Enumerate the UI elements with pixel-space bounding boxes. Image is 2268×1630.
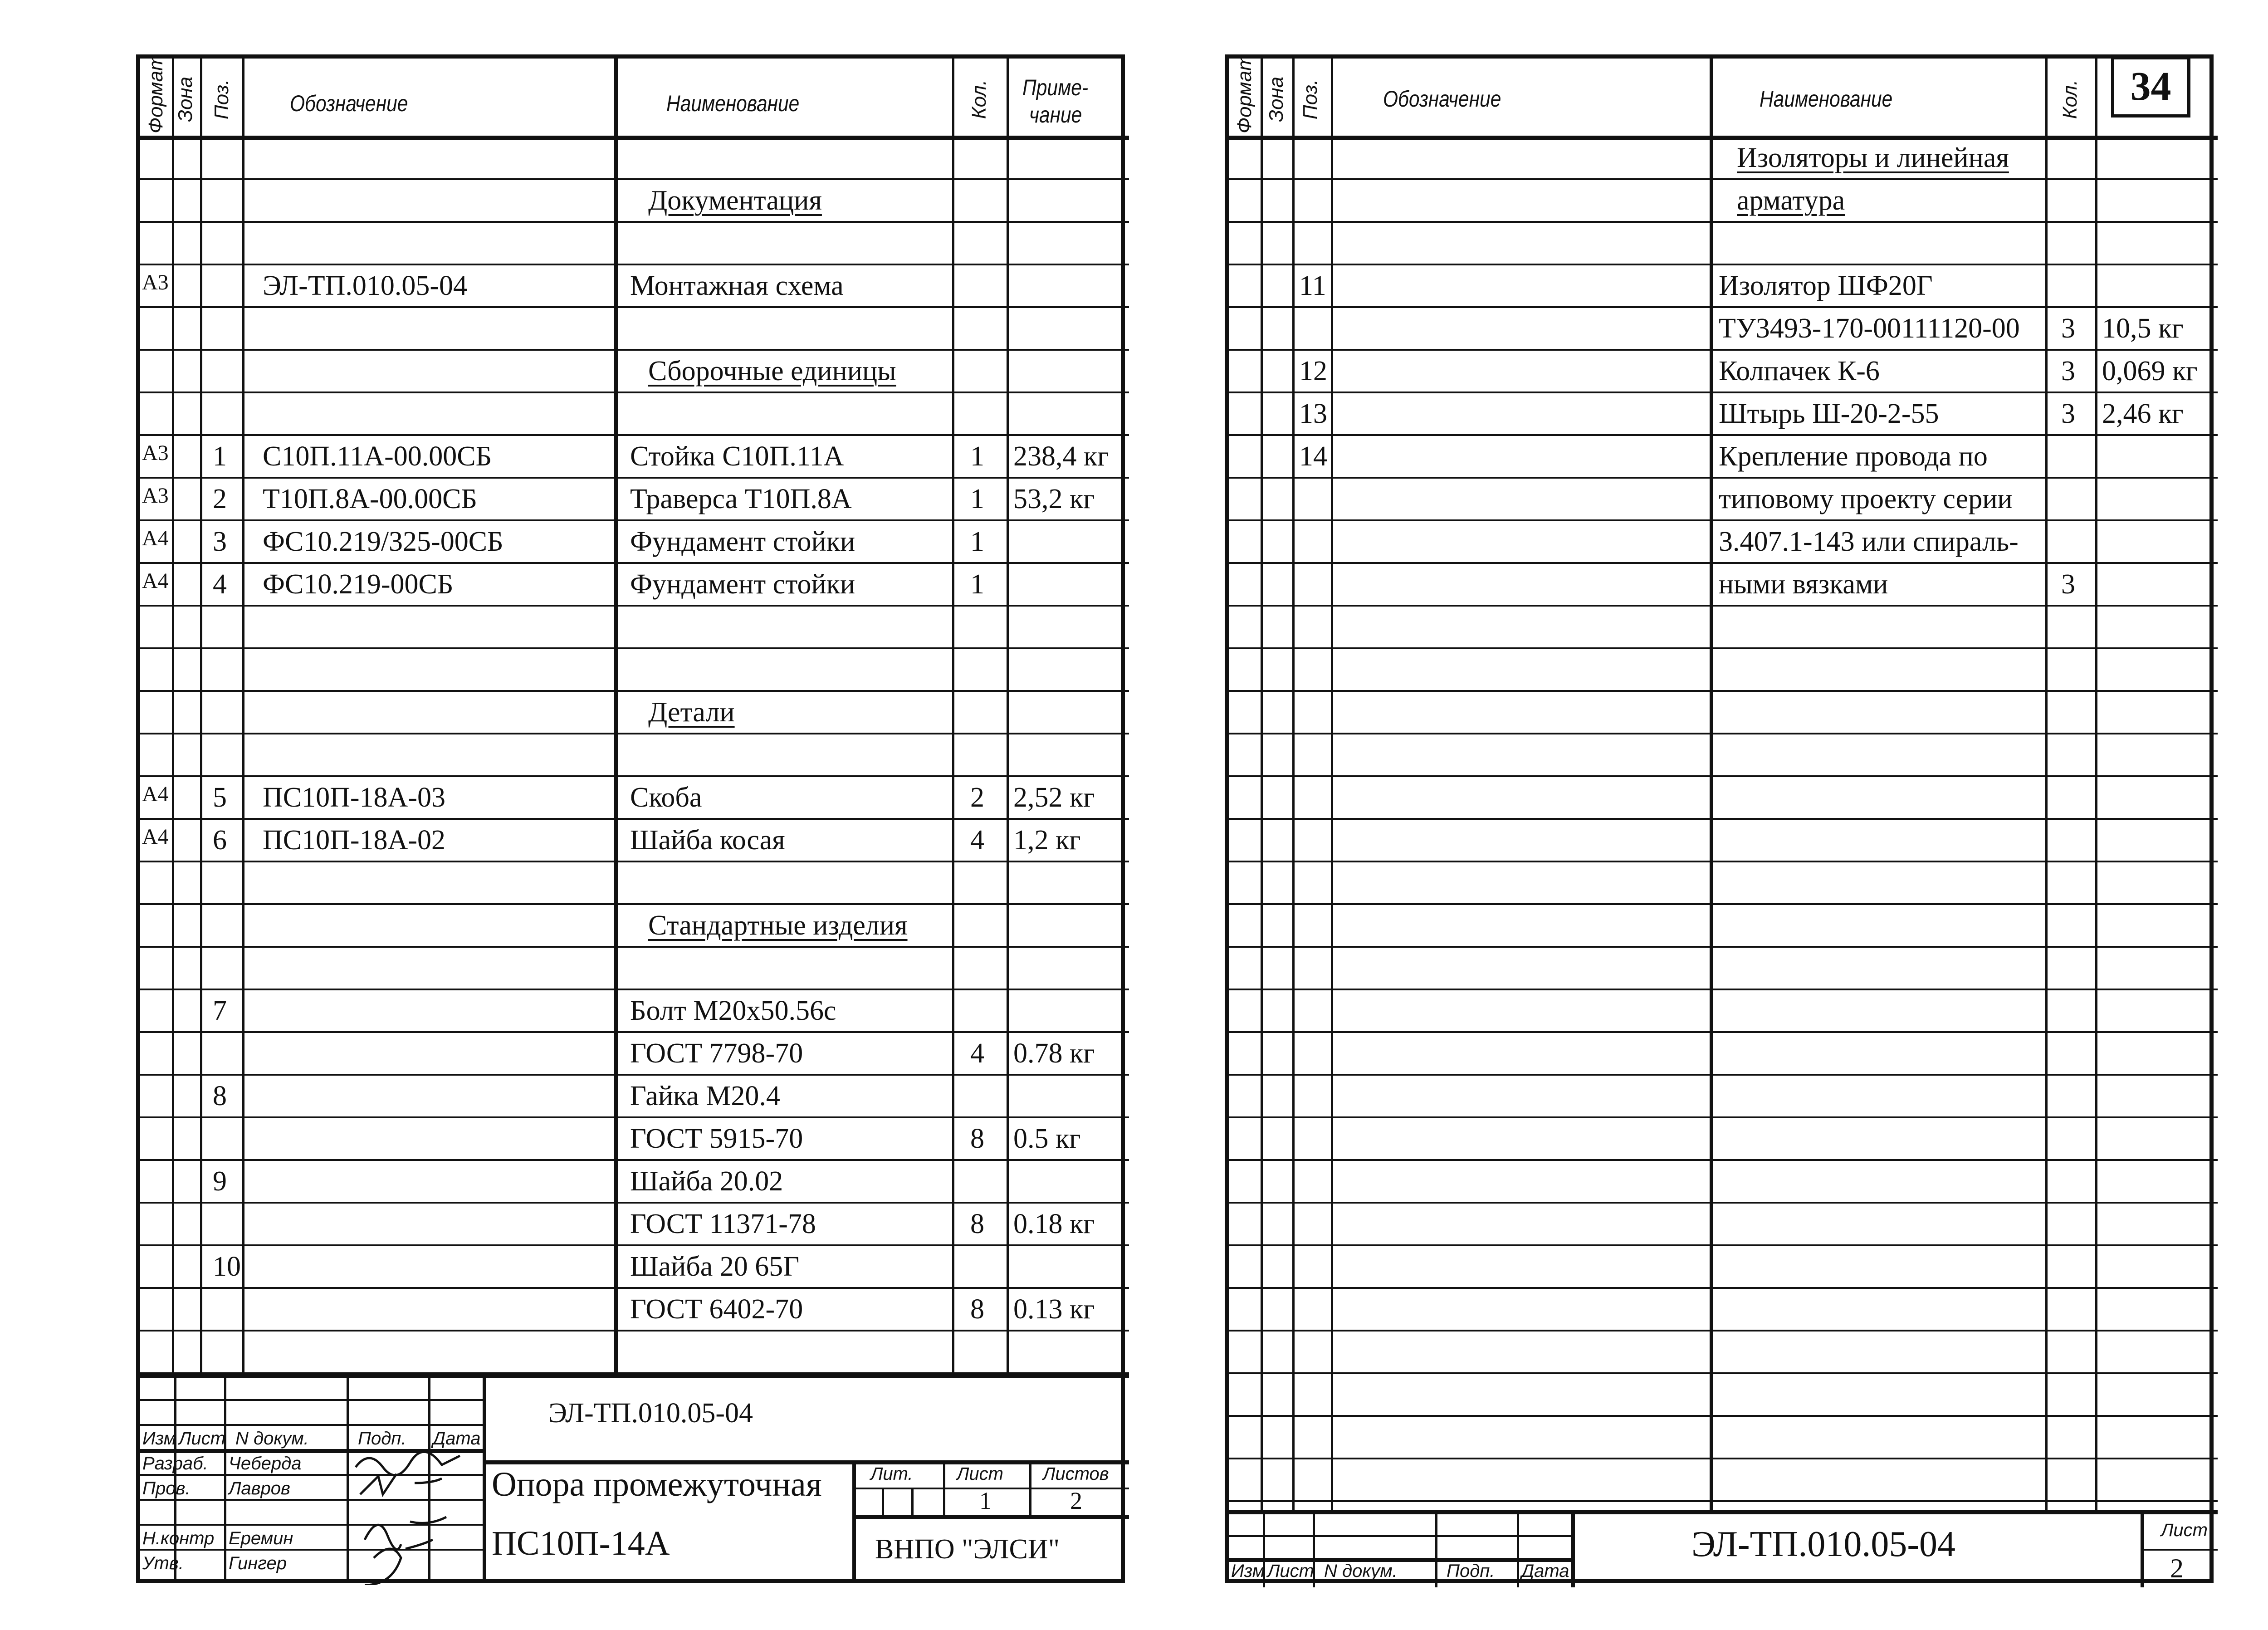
tb-line	[882, 1488, 884, 1515]
header-designation: Обозначение	[290, 91, 408, 116]
header-note-line1: Приме-	[1022, 75, 1089, 100]
row-name: ГОСТ 5915-70	[630, 1123, 803, 1154]
row-line	[140, 477, 1129, 479]
header-pos: Поз.	[1299, 79, 1321, 120]
tb-col-ndoc: N докум.	[235, 1429, 309, 1449]
header-divider	[1229, 136, 2218, 140]
tb-name-utv: Гингер	[229, 1553, 287, 1573]
header-zone: Зона	[1265, 76, 1287, 122]
row-line	[1229, 1415, 2218, 1417]
row-line	[1229, 392, 2218, 393]
row-name: Детали	[648, 697, 735, 728]
row-name: ными вязками	[1719, 569, 1888, 600]
row-name: Скоба	[630, 782, 702, 813]
tb-line	[852, 1515, 1129, 1519]
row-name: 3.407.1-143 или спираль-	[1719, 526, 2019, 557]
row-line	[140, 392, 1129, 393]
row-line	[1229, 434, 2218, 436]
row-format: А4	[142, 782, 169, 806]
tb-line	[1571, 1510, 1575, 1587]
tb-line	[224, 1374, 226, 1583]
row-line	[1229, 1372, 2218, 1374]
row-pos: 1	[213, 441, 227, 472]
tb-name-razrab: Чеберда	[229, 1454, 302, 1473]
row-name: Фундамент стойки	[630, 526, 855, 557]
tb-role-razrab: Разраб.	[142, 1454, 208, 1473]
tb-org: ВНПО "ЭЛСИ"	[875, 1534, 1060, 1565]
row-name: Шайба косая	[630, 825, 785, 856]
row-format: А4	[142, 569, 169, 593]
row-designation: ЭЛ-ТП.010.05-04	[263, 270, 468, 301]
row-designation: ФС10.219-00СБ	[263, 569, 454, 600]
row-name: Шайба 20 65Г	[630, 1251, 800, 1282]
tb-line	[943, 1460, 945, 1515]
col-line	[1261, 59, 1263, 1510]
header-pos: Поз.	[210, 79, 233, 120]
row-line	[140, 349, 1129, 351]
row-pos: 13	[1299, 398, 1327, 429]
header-divider	[140, 136, 1129, 140]
tb-line	[485, 1460, 1129, 1464]
row-line	[140, 306, 1129, 308]
col-line	[1007, 59, 1009, 1374]
row-line	[1229, 519, 2218, 521]
row-name: Крепление провода по	[1719, 441, 1988, 472]
row-note: 1,2 кг	[1013, 825, 1081, 856]
row-qty: 3	[2061, 569, 2075, 600]
tb-col-podp: Подп.	[1447, 1561, 1495, 1581]
tb-listov: Листов	[1043, 1464, 1109, 1484]
header-zone: Зона	[174, 76, 196, 122]
tb-list-value: 1	[979, 1487, 992, 1514]
row-line	[1229, 1116, 2218, 1118]
row-line	[140, 690, 1129, 692]
row-line	[1229, 818, 2218, 820]
header-name: Наименование	[1760, 86, 1893, 112]
row-name: Изолятор ШФ20Г	[1719, 270, 1933, 301]
tb-line	[1435, 1510, 1437, 1587]
row-format: А4	[142, 526, 169, 550]
row-format: А4	[142, 825, 169, 849]
row-designation: Т10П.8А-00.00СБ	[263, 484, 478, 514]
row-pos: 5	[213, 782, 227, 813]
tb-listov-value: 2	[1070, 1487, 1082, 1514]
row-qty: 1	[970, 526, 984, 557]
row-line	[1229, 306, 2218, 308]
row-note: 0.13 кг	[1013, 1294, 1095, 1325]
row-line	[1229, 1244, 2218, 1246]
row-note: 0.78 кг	[1013, 1038, 1095, 1069]
row-pos: 9	[213, 1166, 227, 1197]
row-line	[140, 434, 1129, 436]
tb-line	[1517, 1510, 1519, 1587]
row-qty: 1	[970, 569, 984, 600]
header-format: Формат	[1233, 54, 1256, 133]
row-qty: 4	[970, 825, 984, 856]
tb-line	[483, 1374, 486, 1583]
row-line	[1229, 733, 2218, 734]
row-line	[1229, 1458, 2218, 1459]
row-designation: ПС10П-18А-03	[263, 782, 445, 813]
row-format: А3	[142, 441, 169, 465]
row-line	[1229, 221, 2218, 223]
row-name: Изоляторы и линейная	[1737, 142, 2009, 173]
tb-col-data: Дата	[433, 1429, 481, 1449]
row-name: ТУ3493-170-00111120-00	[1719, 313, 2020, 344]
tb-line	[852, 1460, 856, 1583]
row-line	[140, 1244, 1129, 1246]
header-designation: Обозначение	[1383, 86, 1501, 112]
row-pos: 8	[213, 1081, 227, 1111]
row-name: Стандартные изделия	[648, 910, 908, 941]
col-line	[1331, 59, 1333, 1510]
row-line	[1229, 349, 2218, 351]
row-name: Фундамент стойки	[630, 569, 855, 600]
row-line	[140, 1074, 1129, 1076]
row-note: 0,069 кг	[2102, 356, 2198, 387]
row-line	[140, 647, 1129, 649]
row-line	[140, 946, 1129, 948]
tb-line	[140, 1399, 485, 1401]
row-line	[1229, 903, 2218, 905]
row-pos: 14	[1299, 441, 1327, 472]
row-qty: 8	[970, 1123, 984, 1154]
row-name: Монтажная схема	[630, 270, 844, 301]
row-qty: 1	[970, 484, 984, 514]
row-line	[140, 562, 1129, 564]
tb-col-izm: Изм	[1231, 1561, 1265, 1581]
tb-doc-code: ЭЛ-ТП.010.05-04	[1691, 1524, 1955, 1564]
col-line	[200, 59, 202, 1374]
row-designation: ПС10П-18А-02	[263, 825, 445, 856]
header-qty: Кол.	[968, 79, 990, 119]
row-line	[1229, 178, 2218, 180]
row-line	[1229, 562, 2218, 564]
row-name: ГОСТ 6402-70	[630, 1294, 803, 1325]
row-line	[140, 903, 1129, 905]
row-pos: 4	[213, 569, 227, 600]
row-pos: 11	[1299, 270, 1326, 301]
row-name: Стойка С10П.11А	[630, 441, 844, 472]
tb-line	[140, 1424, 485, 1426]
tb-lit: Лит.	[870, 1464, 913, 1484]
row-qty: 8	[970, 1209, 984, 1239]
header-format: Формат	[145, 54, 167, 133]
row-pos: 6	[213, 825, 227, 856]
row-line	[140, 861, 1129, 862]
tb-col-list: Лист	[1267, 1561, 1314, 1581]
tb-col-ndoc: N докум.	[1324, 1561, 1398, 1581]
col-line	[1710, 59, 1713, 1510]
row-designation: С10П.11А-00.00СБ	[263, 441, 492, 472]
row-pos: 7	[213, 995, 227, 1026]
row-line	[140, 733, 1129, 734]
row-name: Траверса Т10П.8А	[630, 484, 852, 514]
row-name: Сборочные единицы	[648, 356, 896, 387]
title-block-top	[140, 1374, 1129, 1378]
row-line	[140, 519, 1129, 521]
row-line	[1229, 946, 2218, 948]
row-line	[1229, 605, 2218, 607]
row-line	[1229, 477, 2218, 479]
col-line	[2045, 59, 2048, 1510]
row-line	[140, 818, 1129, 820]
row-line	[1229, 264, 2218, 265]
row-line	[1229, 690, 2218, 692]
tb-title-line1: Опора промежуточная	[492, 1465, 822, 1503]
row-line	[1229, 1074, 2218, 1076]
tb-list-label: Лист	[2161, 1520, 2208, 1540]
row-qty: 8	[970, 1294, 984, 1325]
row-qty: 3	[2061, 313, 2075, 344]
row-name: арматура	[1737, 185, 1845, 216]
row-note: 2,52 кг	[1013, 782, 1095, 813]
right-sheet	[1225, 54, 2214, 1583]
row-name: ГОСТ 7798-70	[630, 1038, 803, 1069]
row-line	[1229, 989, 2218, 990]
tb-name-prov: Лавров	[229, 1478, 290, 1498]
title-block-top	[1229, 1510, 2218, 1514]
header-qty: Кол.	[2059, 79, 2081, 119]
tb-title-line2: ПС10П-14А	[492, 1524, 670, 1562]
row-line	[140, 178, 1129, 180]
row-line	[140, 1116, 1129, 1118]
tb-col-data: Дата	[1521, 1561, 1569, 1581]
tb-role-nkontr: Н.контр	[142, 1528, 215, 1548]
row-name: типовому проекту серии	[1719, 484, 2013, 514]
row-line	[1229, 1159, 2218, 1161]
row-line	[140, 221, 1129, 223]
row-pos: 12	[1299, 356, 1327, 387]
row-qty: 1	[970, 441, 984, 472]
col-line	[1292, 59, 1295, 1510]
row-line	[140, 1202, 1129, 1204]
row-line	[140, 1031, 1129, 1033]
row-line	[1229, 647, 2218, 649]
row-line	[140, 989, 1129, 990]
row-name: Штырь Ш-20-2-55	[1719, 398, 1939, 429]
tb-role-prov: Пров.	[142, 1478, 191, 1498]
col-line	[614, 59, 618, 1374]
row-name: ГОСТ 11371-78	[630, 1209, 816, 1239]
row-note: 0.18 кг	[1013, 1209, 1095, 1239]
row-qty: 2	[970, 782, 984, 813]
row-note: 53,2 кг	[1013, 484, 1095, 514]
col-line	[172, 59, 174, 1374]
row-format: А3	[142, 484, 169, 508]
tb-line	[2141, 1549, 2218, 1551]
row-name: Колпачек К-6	[1719, 356, 1880, 387]
row-name: Шайба 20.02	[630, 1166, 783, 1197]
row-line	[1229, 1500, 2218, 1502]
tb-line	[1029, 1460, 1031, 1515]
row-name: Документация	[648, 185, 822, 216]
row-line	[140, 1159, 1129, 1161]
row-note: 0.5 кг	[1013, 1123, 1081, 1154]
header-name: Наименование	[666, 91, 800, 116]
row-line	[140, 1330, 1129, 1331]
tb-line	[1229, 1535, 1574, 1537]
row-line	[140, 775, 1129, 777]
tb-line	[911, 1488, 914, 1515]
tb-name-nkontr: Еремин	[229, 1528, 293, 1548]
row-qty: 3	[2061, 356, 2075, 387]
row-line	[1229, 1202, 2218, 1204]
page-number-box	[2111, 56, 2190, 117]
signatures	[347, 1449, 483, 1585]
tb-col-podp: Подп.	[358, 1429, 406, 1449]
row-format: А3	[142, 270, 169, 294]
tb-col-izm: Изм	[142, 1429, 176, 1449]
page-number: 34	[2130, 64, 2171, 109]
row-line	[1229, 1287, 2218, 1289]
row-qty: 4	[970, 1038, 984, 1069]
row-note: 2,46 кг	[2102, 398, 2184, 429]
row-line	[140, 605, 1129, 607]
row-line	[140, 264, 1129, 265]
row-line	[1229, 775, 2218, 777]
header-note-line2: чание	[1029, 102, 1082, 127]
tb-col-list: Лист	[179, 1429, 225, 1449]
row-line	[1229, 1330, 2218, 1331]
row-pos: 2	[213, 484, 227, 514]
col-line	[242, 59, 244, 1374]
row-line	[140, 1287, 1129, 1289]
left-sheet	[136, 54, 1125, 1583]
col-line	[2095, 59, 2097, 1510]
row-designation: ФС10.219/325-00СБ	[263, 526, 503, 557]
row-qty: 3	[2061, 398, 2075, 429]
row-pos: 10	[213, 1251, 241, 1282]
row-name: Гайка М20.4	[630, 1081, 780, 1111]
row-line	[1229, 861, 2218, 862]
tb-list-value: 2	[2170, 1553, 2184, 1583]
row-note: 238,4 кг	[1013, 441, 1109, 472]
col-line	[952, 59, 954, 1374]
row-pos: 3	[213, 526, 227, 557]
row-note: 10,5 кг	[2102, 313, 2184, 344]
row-name: Болт М20х50.56с	[630, 995, 836, 1026]
tb-doc-code: ЭЛ-ТП.010.05-04	[548, 1398, 753, 1429]
tb-list: Лист	[957, 1464, 1003, 1484]
row-line	[1229, 1031, 2218, 1033]
tb-role-utv: Утв.	[142, 1553, 184, 1573]
